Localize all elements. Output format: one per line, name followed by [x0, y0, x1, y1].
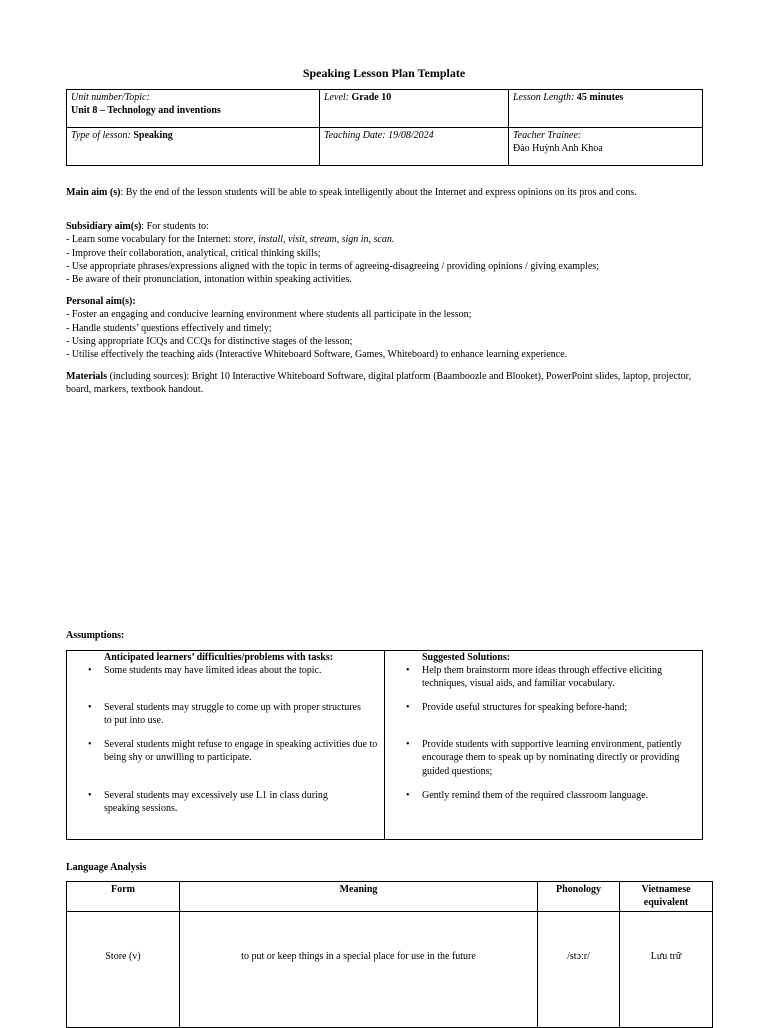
language-analysis-label: Language Analysis: [66, 862, 147, 873]
personal-label: Personal aim(s):: [66, 296, 136, 307]
bullet-icon: •: [88, 790, 92, 801]
type-cell: Type of lesson: Speaking: [67, 128, 320, 166]
bullet-icon: •: [406, 665, 410, 676]
form-cell: Store (v): [67, 911, 180, 1027]
problem-text: Several students might refuse to engage in speaking activities due to being shy or unwilling to participate.: [104, 739, 378, 764]
meaning-cell: to put or keep things in a special place for use in the future: [180, 911, 538, 1027]
solution-text: Provide students with supportive learning environment, patiently encourage them to speak up by nominating directly or providing guided questions;: [422, 739, 682, 777]
solution-text: Gently remind them of the required classroom language.: [422, 790, 649, 801]
assumptions-divider: [384, 650, 385, 839]
trainee-value: Đào Huỳnh Anh Khoa: [513, 143, 603, 155]
assumptions-label: Assumptions:: [66, 630, 125, 641]
length-value: 45 minutes: [576, 92, 624, 103]
trainee-cell: Teacher Trainee: Đào Huỳnh Anh Khoa: [509, 128, 703, 166]
solution-text: Help them brainstorm more ideas through effective eliciting techniques, visual aids, and familiar vocabulary.: [422, 665, 663, 690]
materials-label: Materials: [66, 371, 108, 382]
vocab-prefix: - Learn some vocabulary for the Internet:: [66, 234, 234, 246]
level-cell: Level: Grade 10: [320, 90, 509, 128]
type-label: Type of lesson: [71, 130, 128, 141]
length-cell: Lesson Length: 45 minutes: [509, 90, 703, 128]
bullet-icon: •: [88, 665, 92, 676]
main-aim-label: Main aim (s): [66, 187, 121, 198]
personal-item: - Utilise effectively the teaching aids (Interactive Whiteboard Software, Games, Whiteboard) to enhance learning experience.: [66, 349, 568, 361]
vietnamese-cell: Lưu trữ: [620, 911, 713, 1027]
level-value: Grade 10: [351, 92, 392, 103]
solution-text: Provide useful structures for speaking before-hand;: [422, 702, 628, 713]
problem-text: Several students may struggle to come up with proper structures to put into use.: [104, 702, 361, 727]
problem-text: Several students may excessively use L1 in class during speaking sessions.: [104, 790, 328, 815]
subsidiary-item: - Be aware of their pronunciation, intonation within speaking activities.: [66, 274, 352, 286]
bullet-icon: •: [88, 739, 92, 750]
personal-aims: [66, 295, 706, 361]
language-analysis-table: [66, 881, 713, 1028]
materials-text: (including sources): Bright 10 Interactive Whiteboard Software, digital platform (Baamboozle and Blooket), PowerPoint slides, laptop, projector, board, markers, textbook handout.: [66, 371, 692, 396]
length-label: Lesson Length: [513, 92, 572, 103]
materials: [66, 370, 706, 397]
trainee-label: Teacher Trainee: [513, 130, 578, 141]
phonology-cell: /stɔːr/: [538, 911, 620, 1027]
unit-value: Unit 8 – Technology and inventions: [71, 105, 221, 117]
level-label: Level: [324, 92, 346, 103]
main-aim-text: : By the end of the lesson students will be able to speak intelligently about the Internet and express opinions on its pros and cons.: [120, 187, 637, 198]
date-label: Teaching Date: [324, 130, 383, 141]
problem-text: Some students may have limited ideas about the topic.: [104, 665, 322, 676]
subsidiary-item: - Use appropriate phrases/expressions aligned with the topic in terms of agreeing-disagreeing / providing opinions / giving examples;: [66, 260, 599, 272]
main-aim: [66, 186, 706, 199]
phonology-header: Phonology: [538, 882, 620, 912]
subsidiary-intro: : For students to:: [141, 221, 209, 232]
type-value: Speaking: [133, 130, 173, 141]
personal-item: - Foster an engaging and conducive learning environment where students all participate in the lesson;: [66, 309, 472, 321]
lesson-info-table: [66, 89, 703, 166]
document-title: Speaking Lesson Plan Template: [302, 66, 466, 80]
subsidiary-label: Subsidiary aim(s): [66, 221, 142, 232]
personal-item: - Using appropriate ICQs and CCQs for distinctive stages of the lesson;: [66, 335, 353, 347]
unit-label: Unit number/Topic: [71, 92, 147, 103]
solutions-header: Suggested Solutions:: [422, 652, 511, 663]
meaning-header: Meaning: [180, 882, 538, 912]
unit-cell: Unit number/Topic: Unit 8 – Technology and inventions: [67, 90, 320, 128]
bullet-icon: •: [88, 702, 92, 713]
personal-item: - Handle students’ questions effectively and timely;: [66, 322, 272, 334]
vietnamese-header: Vietnamese equivalent: [620, 882, 713, 912]
date-value: 19/08/2024: [388, 130, 434, 141]
vocab-words: store, install, visit, stream, sign in, scan.: [233, 234, 395, 246]
subsidiary-aims: [66, 220, 706, 286]
subsidiary-item: - Improve their collaboration, analytical, critical thinking skills;: [66, 247, 321, 259]
form-header: Form: [67, 882, 180, 912]
table-row: [67, 911, 713, 1027]
problems-header: Anticipated learners’ difficulties/problems with tasks:: [104, 652, 334, 663]
bullet-icon: •: [406, 739, 410, 750]
bullet-icon: •: [406, 790, 410, 801]
date-cell: Teaching Date: 19/08/2024: [320, 128, 509, 166]
bullet-icon: •: [406, 702, 410, 713]
